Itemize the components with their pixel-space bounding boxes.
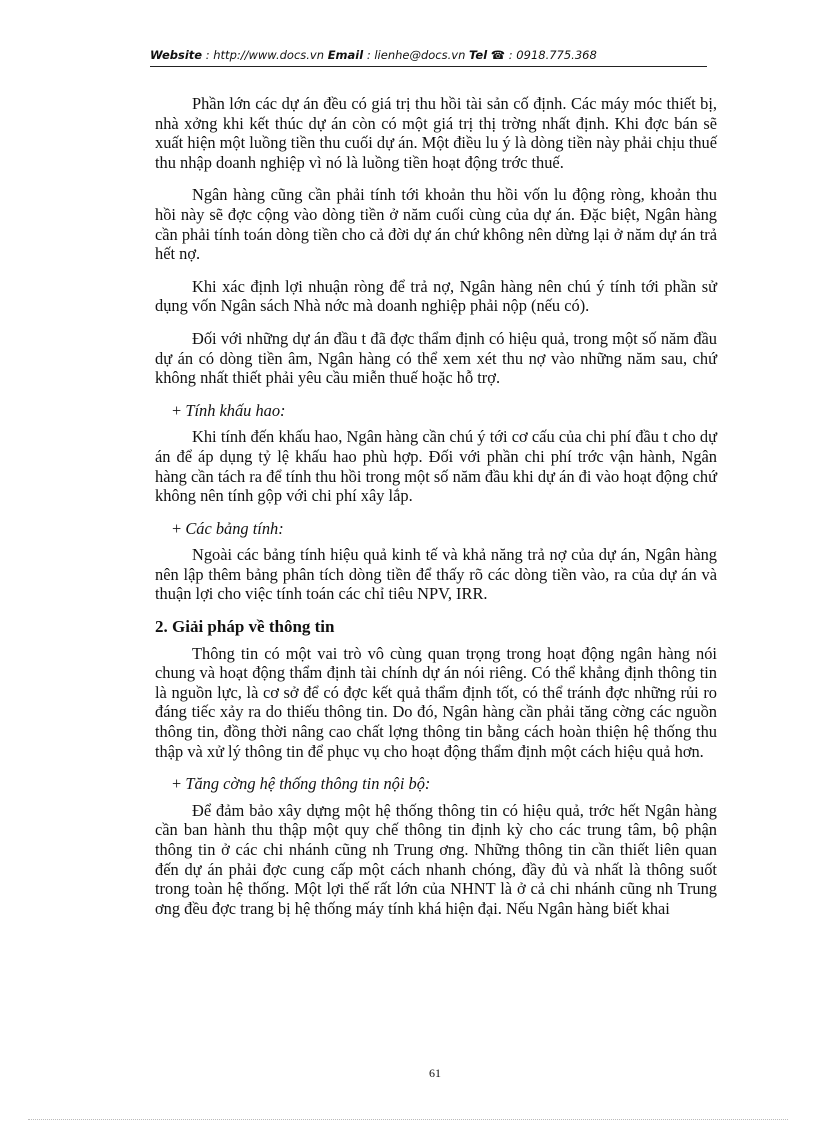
bullet-plus: + [172,518,186,538]
paragraph: Khi xác định lợi nhuận ròng để trả nợ, Ngân hàng nên chú ý tính tới phần sử dụng vốn Ngân sách Nhà nớc mà doanh nghiệp phải nộp (nếu có). [155,276,717,316]
subheading-text: Tính khấu hao: [185,400,286,420]
bullet-plus: + [172,774,186,794]
paragraph: Ngân hàng cũng cần phải tính tới khoản thu hồi vốn lu động ròng, khoản thu hồi này sẽ đợc cộng vào dòng tiền ở năm cuối cùng của dự án. Đặc biệt, Ngân hàng cần phải tính toán dòng tiền cho cả đời dự án chứ không nên dừng lại ở năm dự án trả hết nợ. [155,185,717,264]
phone-icon: ☎ [490,48,506,62]
page-header [150,48,710,62]
tel-value: : 0918.775.368 [505,48,597,62]
subheading-text: Tăng cờng hệ thống thông tin nội bộ: [185,774,431,794]
email-label: Email [327,48,364,62]
paragraph: Phần lớn các dự án đều có giá trị thu hồi tài sản cố định. Các máy móc thiết bị, nhà xởng khi kết thúc dự án còn có một giá trị thị trờng nhất định. Khi đợc bán sẽ xuất hiện một luồng tiền thu cuối dự án. Một điều lu ý là dòng tiền này phải chịu thuế thu nhập doanh nghiệp vì nó là luồng tiền hoạt động trớc thuế. [155,94,717,172]
subheading-depreciation [172,401,717,421]
subheading-spreadsheets [172,519,717,539]
paragraph: Khi tính đến khấu hao, Ngân hàng cần chú ý tới cơ cấu của chi phí đầu t cho dự án để áp dụng tỷ lệ khấu hao phù hợp. Đối với phần chi phí trớc vận hành, Ngân hàng cần tách ra để tính thu hồi trong một số năm đầu khi dự án đi vào hoạt động chứ không nên tính gộp với chi phí xây lắp. [155,427,717,506]
bullet-plus: + [172,400,186,420]
section-heading: 2. Giải pháp về thông tin [155,617,335,637]
header-divider [150,66,707,67]
paragraph: Thông tin có một vai trò vô cùng quan trọng trong hoạt động ngân hàng nói chung và hoạt động thẩm định tài chính dự án nói riêng. Có thể khẳng định thông tin là nguồn lực, là cơ sở để có đợc kết quả thẩm định tốt, có thể tránh đợc những rủi ro đáng tiếc xảy ra do thiếu thông tin. Do đó, Ngân hàng cần phải tăng cờng các nguồn thông tin, đồng thời nâng cao chất lợng thông tin bằng cách hoàn thiện hệ thống thu thập và xử lý thông tin để phục vụ cho hoạt động thẩm định một cách hiệu quả hơn. [155,643,717,761]
website-value: : http://www.docs.vn [202,48,328,62]
paragraph: Để đảm bảo xây dựng một hệ thống thông tin có hiệu quả, trớc hết Ngân hàng cần ban hành thu thập một quy chế thông tin định kỳ cho các trung tâm, bộ phận thông tin ở các chi nhánh cũng nh Trung ơng. Những thông tin cần thiết liên quan đến dự án phải đợc cung cấp một cách nhanh chóng, đầy đủ và nhất là thông suốt trong toàn hệ thống. Một lợi thế rất lớn của NHNT là ở cả chi nhánh cũng nh Trung ơng đều đợc trang bị hệ thống máy tính khá hiện đại. Nếu Ngân hàng biết khai [155,800,717,918]
website-label: Website [150,48,203,62]
subheading-text: Các bảng tính: [185,518,284,538]
paragraph: Đối với những dự án đầu t đã đợc thẩm định có hiệu quả, trong một số năm đầu dự án có dòng tiền âm, Ngân hàng có thể xem xét thu nợ vào những năm sau, chứ không nhất thiết phải yêu cầu miễn thuế hoặc hỗ trợ. [155,328,717,388]
paragraph: Ngoài các bảng tính hiệu quả kinh tế và khả năng trả nợ của dự án, Ngân hàng nên lập thêm bảng phân tích dòng tiền để thấy rõ các dòng tiền vào, ra của dự án và thuận lợi cho việc tính toán các chỉ tiêu NPV, IRR. [155,545,717,604]
subheading-internal-info [172,774,717,794]
tel-label: Tel [469,48,488,62]
footer-divider [28,1119,788,1120]
email-value: : lienhe@docs.vn [363,48,470,62]
document-body [155,94,717,931]
page-number: 61 [429,1066,441,1080]
